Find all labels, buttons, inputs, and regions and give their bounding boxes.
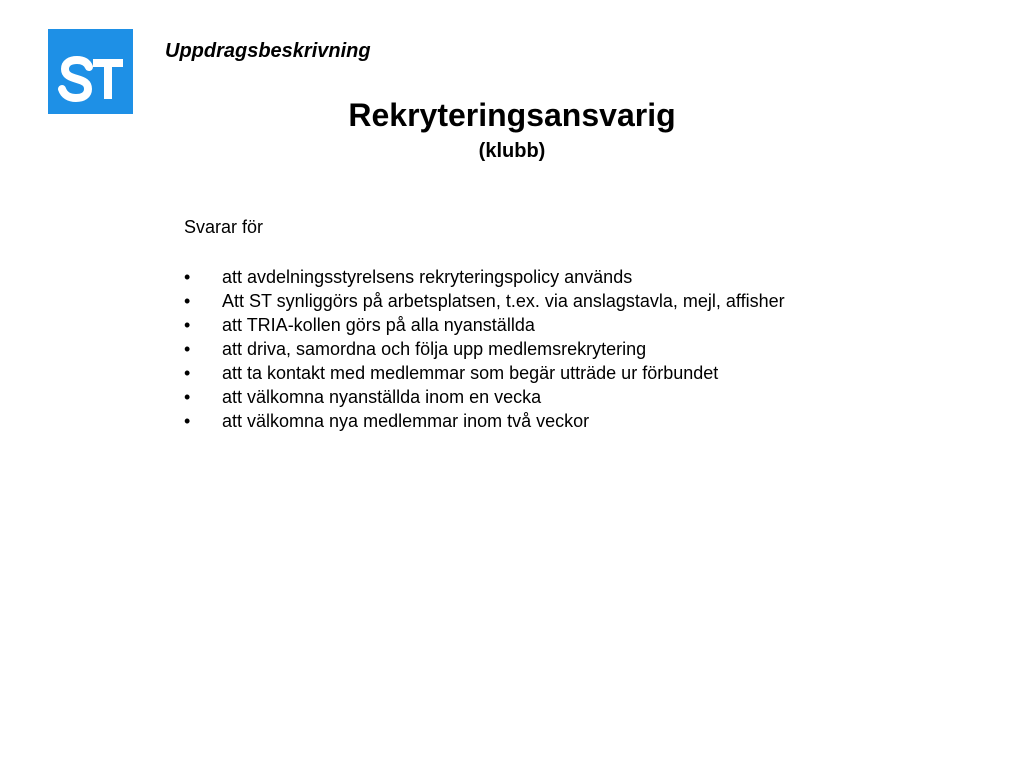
bullet-icon: • <box>184 387 191 407</box>
list-item <box>184 265 785 289</box>
list-item-text: att TRIA-kollen görs på alla nyanställda <box>222 315 535 335</box>
header-label: Uppdragsbeskrivning <box>165 40 371 62</box>
list-item-text: att avdelningsstyrelsens rekryteringspolicy används <box>222 267 633 287</box>
list-item <box>184 313 785 337</box>
responsibility-list <box>184 265 785 433</box>
list-item-text: att välkomna nyanställda inom en vecka <box>222 387 542 407</box>
list-item <box>184 289 785 313</box>
list-item-text: att ta kontakt med medlemmar som begär utträde ur förbundet <box>222 363 719 383</box>
list-item <box>184 361 785 385</box>
list-item-text: att välkomna nya medlemmar inom två veckor <box>222 411 590 431</box>
list-item <box>184 409 785 433</box>
bullet-icon: • <box>184 291 191 311</box>
list-item <box>184 337 785 361</box>
bullet-icon: • <box>184 267 191 287</box>
list-item-text: att driva, samordna och följa upp medlemsrekrytering <box>222 339 647 359</box>
bullet-icon: • <box>184 339 191 359</box>
list-item-text: Att ST synliggörs på arbetsplatsen, t.ex. via anslagstavla, mejl, affisher <box>222 291 785 311</box>
page-subtitle: (klubb) <box>478 140 546 162</box>
bullet-icon: • <box>184 411 191 431</box>
list-item <box>184 385 785 409</box>
intro-text: Svarar för <box>184 217 264 237</box>
page-title: Rekryteringsansvarig <box>348 97 676 133</box>
bullet-icon: • <box>184 363 191 383</box>
bullet-icon: • <box>184 315 191 335</box>
